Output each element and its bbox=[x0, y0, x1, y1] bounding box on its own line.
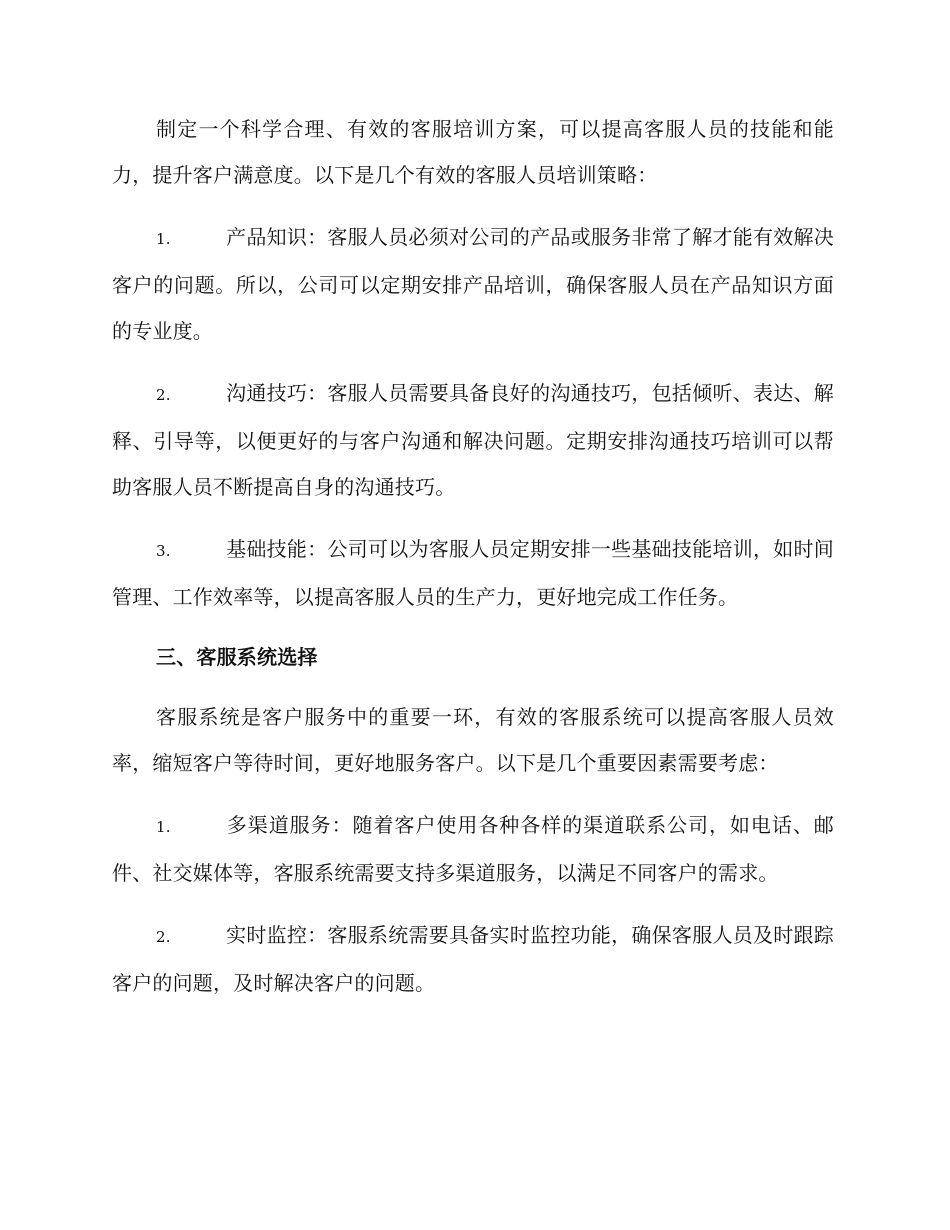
section-heading: 三、客服系统选择 bbox=[156, 645, 318, 669]
list-number: 3. bbox=[156, 542, 171, 560]
system-item-realtime-monitoring bbox=[112, 912, 834, 1006]
section-paragraph: 客服系统是客户服务中的重要一环，有效的客服系统可以提高客服人员效率，缩短客户等待时间，更好地服务客户。以下是几个重要因素需要考虑： bbox=[112, 705, 834, 775]
list-number: 1. bbox=[156, 230, 171, 248]
list-item-text: 多渠道服务：随着客户使用各种各样的渠道联系公司，如电话、邮件、社交媒体等，客服系统需要支持多渠道服务，以满足不同客户的需求。 bbox=[112, 813, 834, 885]
training-item-basic-skills bbox=[112, 526, 834, 620]
list-item-text: 基础技能：公司可以为客服人员定期安排一些基础技能培训，如时间管理、工作效率等，以提高客服人员的生产力，更好地完成工作任务。 bbox=[112, 537, 834, 609]
list-number: 2. bbox=[156, 386, 171, 404]
list-item-text: 产品知识：客服人员必须对公司的产品或服务非常了解才能有效解决客户的问题。所以，公司可以定期安排产品培训，确保客服人员在产品知识方面的专业度。 bbox=[112, 225, 834, 343]
document-body bbox=[112, 106, 834, 1022]
list-item-text: 实时监控：客服系统需要具备实时监控功能，确保客服人员及时跟踪客户的问题，及时解决客户的问题。 bbox=[112, 923, 834, 995]
list-number: 2. bbox=[156, 928, 171, 946]
system-item-multichannel bbox=[112, 802, 834, 896]
training-item-product-knowledge bbox=[112, 214, 834, 354]
intro-paragraph: 制定一个科学合理、有效的客服培训方案，可以提高客服人员的技能和能力，提升客户满意度。以下是几个有效的客服人员培训策略： bbox=[112, 117, 834, 187]
list-item-text: 沟通技巧：客服人员需要具备良好的沟通技巧，包括倾听、表达、解释、引导等，以便更好的与客户沟通和解决问题。定期安排沟通技巧培训可以帮助客服人员不断提高自身的沟通技巧。 bbox=[112, 381, 834, 499]
training-item-communication bbox=[112, 370, 834, 510]
list-number: 1. bbox=[156, 818, 171, 836]
